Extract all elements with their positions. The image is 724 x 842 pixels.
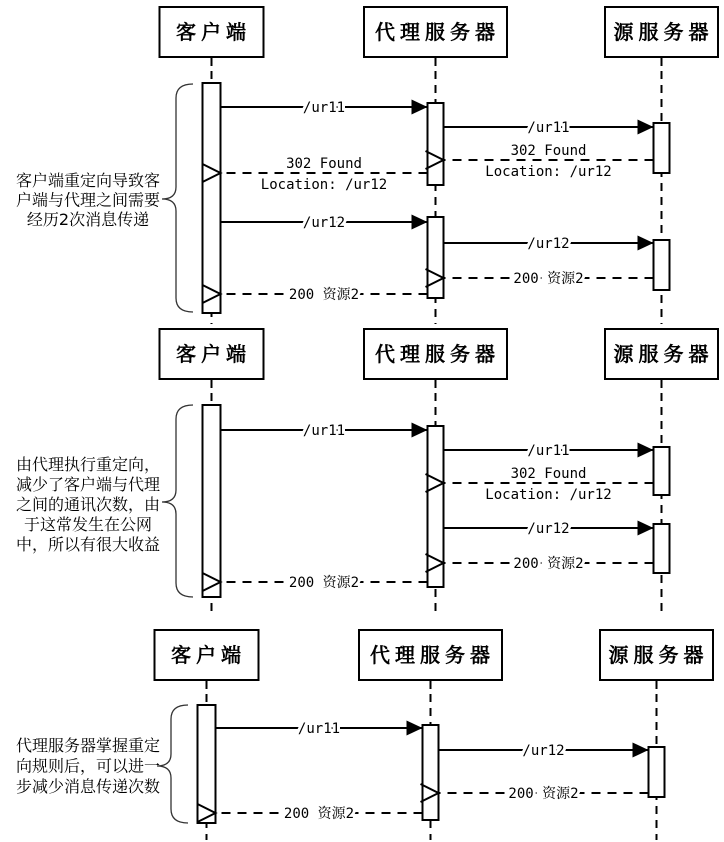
panel-2-message-4-arrowhead xyxy=(638,521,654,536)
panel-3-origin-activation-bar xyxy=(649,747,665,797)
panel-1-annotation-line-2: 户端与代理之间需要 xyxy=(15,190,161,210)
panel-1-message-5-label: /ur12 xyxy=(302,215,346,231)
panel-1-message-4-label2: Location: /ur12 xyxy=(260,177,388,193)
panel-2-origin-activation-bar xyxy=(654,524,670,573)
panel-1-client-header-label: 客户端 xyxy=(176,20,251,44)
panel-1-origin-header-label: 源服务器 xyxy=(613,20,714,44)
panel-1-message-2-arrowhead xyxy=(638,120,654,135)
panel-2-client-activation-bar xyxy=(203,405,221,597)
panel-1-message-7-label: 200 资源2 xyxy=(513,271,584,287)
panel-3-client-header-label: 客户端 xyxy=(171,643,246,667)
panel-3-annotation-line-1: 代理服务器掌握重定 xyxy=(15,736,161,755)
panel-3-proxy-activation-bar xyxy=(423,725,439,820)
panel-2-message-2-arrowhead xyxy=(638,443,654,458)
panel-1-annotation-brace xyxy=(162,84,193,312)
panel-2-message-5-label: 200 资源2 xyxy=(513,556,584,572)
panel-3-origin-header-label: 源服务器 xyxy=(608,643,709,667)
panel-2-annotation-line-5: 中，所以有很大收益 xyxy=(15,535,161,554)
panel-2-annotation-line-1: 由代理执行重定向， xyxy=(15,455,161,474)
panel-3-annotation-line-3: 步减少消息传递次数 xyxy=(15,777,161,796)
panel-1-proxy-activation-bar xyxy=(428,103,444,185)
panel-3-message-1-label: /ur11 xyxy=(297,721,341,737)
panel-1-proxy-header-label: 代理服务器 xyxy=(375,20,500,44)
panel-1-origin-activation-bar xyxy=(654,123,670,173)
panel-2-message-2-label: /ur11 xyxy=(527,443,570,459)
panel-3-message-2-label: /ur12 xyxy=(522,743,565,759)
panel-2-client-header-label: 客户端 xyxy=(176,342,251,366)
panel-1-origin-activation-bar xyxy=(654,240,670,290)
panel-3-message-1-arrowhead xyxy=(407,721,423,736)
panel-2-annotation-line-4: 于这常发生在公网 xyxy=(23,515,153,534)
panel-3-annotation-line-2: 向规则后，可以进一 xyxy=(15,756,161,776)
panel-1-message-2-label: /ur11 xyxy=(527,120,570,136)
panel-2-message-3-label: 302 Found xyxy=(510,466,587,482)
panel-2-annotation-line-2: 减少了客户端与代理 xyxy=(15,475,161,494)
panel-1-message-4-label: 302 Found xyxy=(286,156,362,172)
panel-2-message-6-label: 200 资源2 xyxy=(288,575,360,591)
panel-2-annotation-line-3: 之间的通讯次数，由 xyxy=(15,495,161,514)
panel-3-annotation-brace xyxy=(157,705,188,823)
panel-1-message-5-arrowhead xyxy=(412,215,428,230)
panel-1-message-6-label: /ur12 xyxy=(527,236,570,252)
panel-1-annotation-line-1: 客户端重定向导致客 xyxy=(15,171,161,190)
panel-2-message-1-arrowhead xyxy=(412,423,428,438)
panel-1-message-6-arrowhead xyxy=(638,236,654,251)
panel-1-annotation-line-3: 经历2次消息传递 xyxy=(26,210,150,229)
panel-2-annotation-brace xyxy=(162,405,193,597)
panel-3-message-2-arrowhead xyxy=(633,743,649,758)
panel-2-proxy-header-label: 代理服务器 xyxy=(375,342,500,366)
panel-1-message-3-label: 302 Found xyxy=(510,143,587,159)
panel-2-origin-activation-bar xyxy=(654,447,670,495)
panel-2-message-1-label: /ur11 xyxy=(302,423,346,439)
panel-2-origin-header-label: 源服务器 xyxy=(613,342,714,366)
panel-1-message-8-label: 200 资源2 xyxy=(288,287,360,303)
panel-3-message-3-label: 200 资源2 xyxy=(508,786,579,802)
panel-1-message-3-label2: Location: /ur12 xyxy=(485,164,612,180)
panel-1-client-activation-bar xyxy=(203,83,221,313)
panel-3-message-4-label: 200 资源2 xyxy=(283,806,355,822)
panel-2-message-4-label: /ur12 xyxy=(527,521,570,537)
panel-1-message-1-arrowhead xyxy=(412,100,428,115)
panel-2-message-3-label2: Location: /ur12 xyxy=(485,487,612,503)
panel-3-proxy-header-label: 代理服务器 xyxy=(370,643,495,667)
panel-1-message-1-label: /ur11 xyxy=(302,100,346,116)
